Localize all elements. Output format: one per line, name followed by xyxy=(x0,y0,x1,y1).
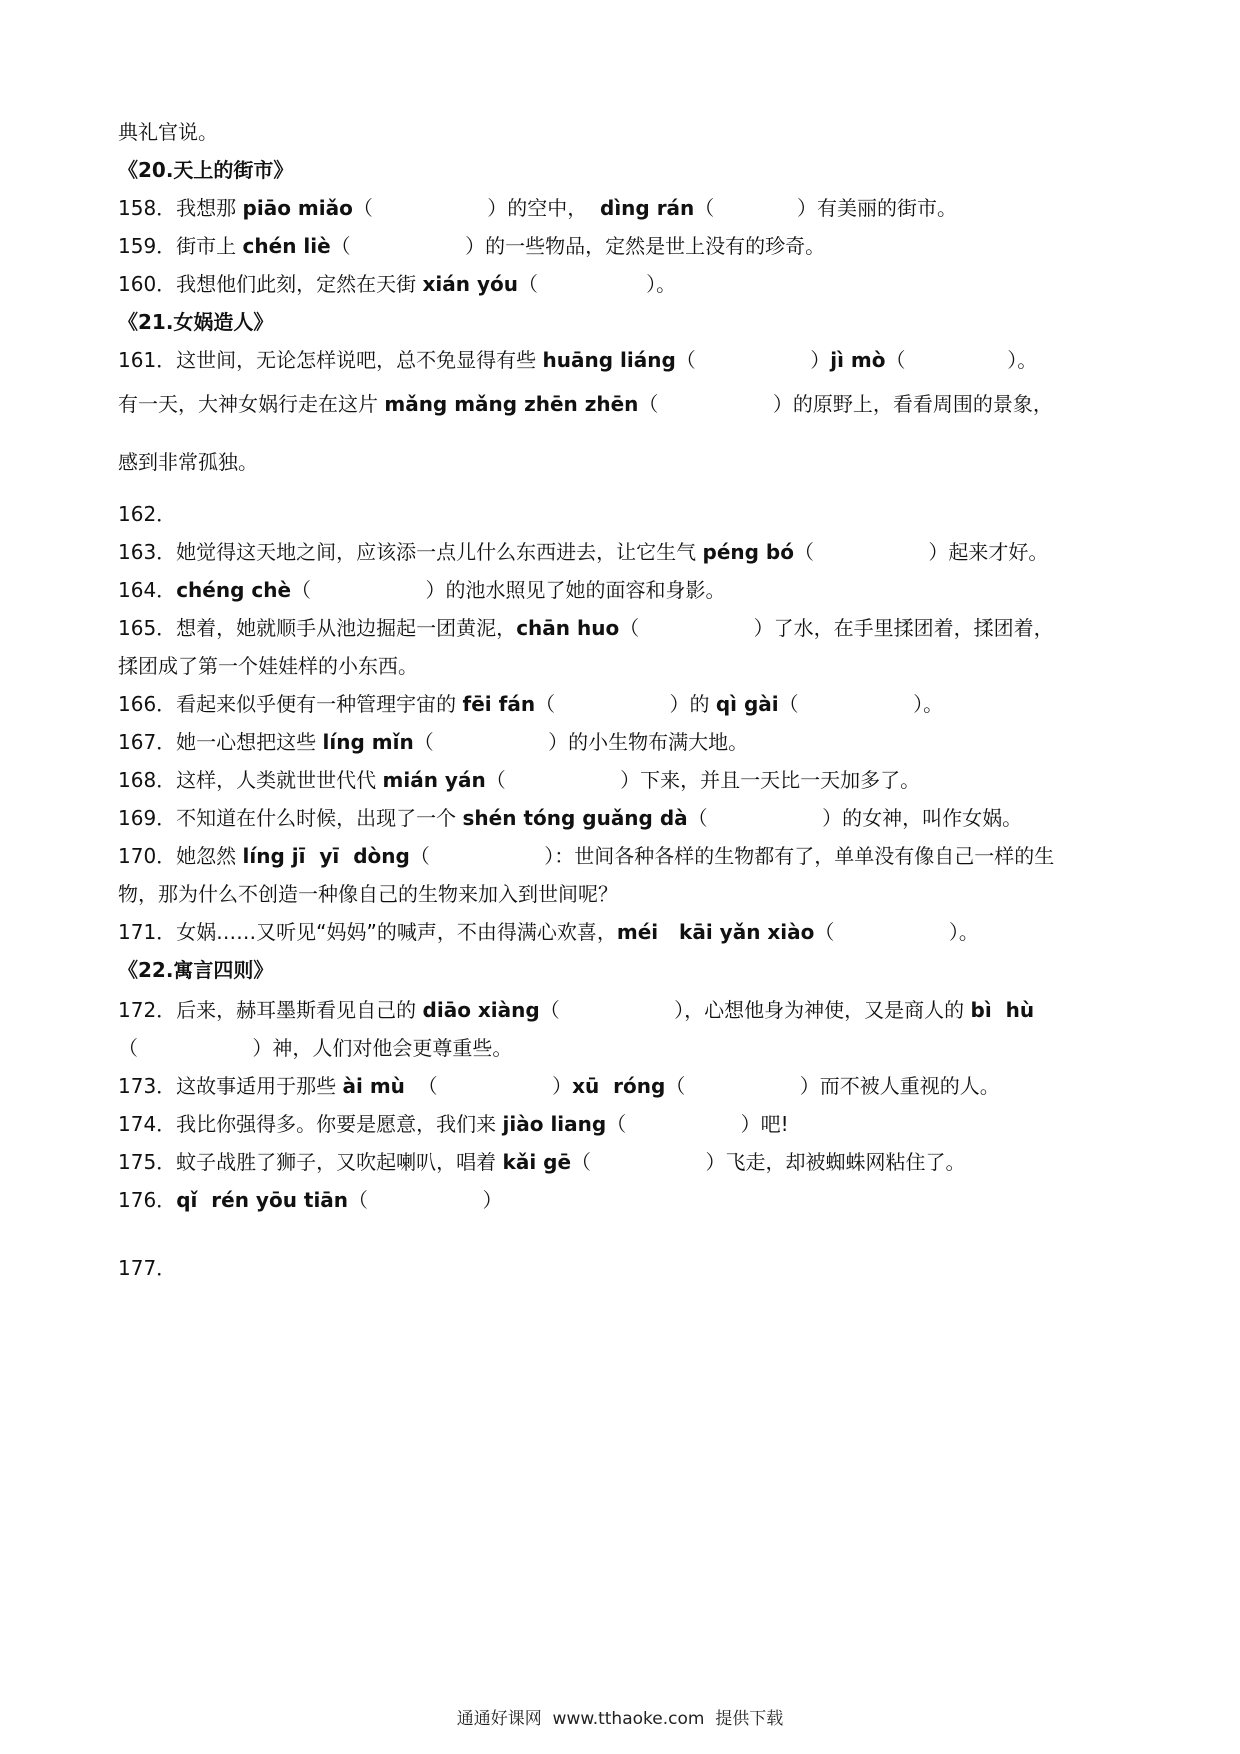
exercise-line xyxy=(118,690,943,718)
pinyin-prompt: xū róng xyxy=(572,1074,666,1098)
pinyin-prompt: péng bó xyxy=(702,540,794,564)
exercise-line xyxy=(118,390,1053,418)
exercise-line xyxy=(118,1148,965,1176)
pinyin-prompt: shén tóng guǎng dà xyxy=(462,806,688,830)
exercise-line xyxy=(118,614,1054,642)
line-text: （ ），心想他身为神使，又是商人的 xyxy=(539,998,971,1022)
line-text: （ ）：世间各种各样的生物都有了，单单没有像自己一样的生 xyxy=(409,844,1055,868)
exercise-line xyxy=(118,728,748,756)
line-text: （ ）的池水照见了她的面容和身影。 xyxy=(291,578,726,602)
exercise-line xyxy=(118,766,920,794)
line-text: （ ）飞走，却被蜘蛛网粘住了。 xyxy=(571,1150,966,1174)
pinyin-prompt: líng mǐn xyxy=(322,730,414,754)
line-text: 176． xyxy=(118,1188,177,1212)
line-text: （ ）的 xyxy=(535,692,716,716)
exercise-line xyxy=(118,996,1034,1024)
line-text: 174．我比你强得多。你要是愿意，我们来 xyxy=(118,1112,503,1136)
exercise-line xyxy=(118,232,825,260)
pinyin-prompt: qì gài xyxy=(715,692,779,716)
pinyin-prompt: jì mò xyxy=(830,348,886,372)
exercise-line: 感到非常孤独。 xyxy=(118,450,258,474)
line-text: 有一天，大神女娲行走在这片 xyxy=(118,392,385,416)
line-text: 160．我想他们此刻，定然在天街 xyxy=(118,272,423,296)
line-text: 158．我想那 xyxy=(118,196,243,220)
line-text: （ ）神，人们对他会更尊重些。 xyxy=(118,1036,513,1060)
line-text: （ ）的小生物布满大地。 xyxy=(413,730,749,754)
line-text: （ ）吧! xyxy=(606,1112,789,1136)
line-text: （ ）的女神，叫作女娲。 xyxy=(687,806,1023,830)
exercise-line xyxy=(118,1034,512,1062)
exercise-line xyxy=(118,1110,789,1138)
line-text: 164． xyxy=(118,578,177,602)
line-text: 166．看起来似乎便有一种管理宇宙的 xyxy=(118,692,463,716)
pinyin-prompt: ài mù xyxy=(342,1074,405,1098)
line-text: （ ）下来，并且一天比一天加多了。 xyxy=(485,768,921,792)
pinyin-prompt: fēi fán xyxy=(462,692,536,716)
line-text: （ ）。 xyxy=(814,920,979,944)
section-heading: 《20.天上的街市》 xyxy=(118,158,294,182)
pinyin-prompt: mián yán xyxy=(382,768,486,792)
exercise-line: 揉团成了第一个娃娃样的小东西。 xyxy=(118,654,418,678)
line-text: （ ） xyxy=(348,1188,503,1212)
line-text: （ ）。 xyxy=(518,272,677,296)
line-text: （ ）而不被人重视的人。 xyxy=(665,1074,1000,1098)
section-heading: 《22.寓言四则》 xyxy=(118,958,274,982)
pinyin-prompt: bì hù xyxy=(970,998,1035,1022)
line-text: 175．蚊子战胜了狮子，又吹起喇叭，唱着 xyxy=(118,1150,503,1174)
line-text: 168．这样，人类就世世代代 xyxy=(118,768,383,792)
exercise-line xyxy=(118,194,957,222)
pinyin-prompt: huāng liáng xyxy=(542,348,676,372)
line-text: 163．她觉得这天地之间，应该添一点儿什么东西进去，让它生气 xyxy=(118,540,703,564)
line-text: 167．她一心想把这些 xyxy=(118,730,323,754)
line-text: 171．女娲……又听见“妈妈”的喊声，不由得满心欢喜， xyxy=(118,920,617,944)
line-text: 161．这世间，无论怎样说吧，总不免显得有些 xyxy=(118,348,543,372)
pinyin-prompt: dìng rán xyxy=(600,196,695,220)
line-text: （ ）有美丽的街市。 xyxy=(694,196,957,220)
pinyin-prompt: kǎi gē xyxy=(502,1150,572,1174)
pinyin-prompt: chéng chè xyxy=(176,578,292,602)
pinyin-prompt: méi kāi yǎn xiào xyxy=(616,920,815,944)
line-text: 169．不知道在什么时候，出现了一个 xyxy=(118,806,463,830)
exercise-line xyxy=(118,804,1022,832)
exercise-line xyxy=(118,538,1048,566)
line-text: （ ）。 xyxy=(885,348,1038,372)
line-text: （ ） xyxy=(404,1074,573,1098)
exercise-line xyxy=(118,918,979,946)
line-text: （ ）的空中， xyxy=(352,196,600,220)
exercise-line: 162． xyxy=(118,502,177,526)
pinyin-prompt: jiào liang xyxy=(502,1112,607,1136)
pinyin-prompt: chén liè xyxy=(242,234,331,258)
exercise-line xyxy=(118,576,725,604)
line-text: （ ）的一些物品，定然是世上没有的珍奇。 xyxy=(330,234,826,258)
pinyin-prompt: líng jī yī dòng xyxy=(242,844,410,868)
line-text: 172．后来，赫耳墨斯看见自己的 xyxy=(118,998,423,1022)
pinyin-prompt: diāo xiàng xyxy=(422,998,540,1022)
pinyin-prompt: chān huo xyxy=(516,616,620,640)
line-text: 173．这故事适用于那些 xyxy=(118,1074,343,1098)
exercise-line xyxy=(118,1072,1000,1100)
exercise-line: 典礼官说。 xyxy=(118,120,218,144)
line-text: （ ） xyxy=(675,348,831,372)
exercise-line: 物，那为什么不创造一种像自己的生物来加入到世间呢？ xyxy=(118,882,618,906)
exercise-line xyxy=(118,346,1037,374)
exercise-line xyxy=(118,842,1054,870)
line-text: 159．街市上 xyxy=(118,234,243,258)
exercise-line xyxy=(118,270,676,298)
line-text: （ ）起来才好。 xyxy=(794,540,1049,564)
line-text: （ ）。 xyxy=(778,692,944,716)
section-heading: 《21.女娲造人》 xyxy=(118,310,274,334)
pinyin-prompt: qǐ rén yōu tiān xyxy=(176,1188,349,1212)
pinyin-prompt: piāo miǎo xyxy=(242,196,353,220)
pinyin-prompt: mǎng mǎng zhēn zhēn xyxy=(384,392,639,416)
pinyin-prompt: xián yóu xyxy=(422,272,518,296)
line-text: 165．想着，她就顺手从池边掘起一团黄泥， xyxy=(118,616,517,640)
exercise-line xyxy=(118,1186,502,1214)
line-text: （ ）的原野上，看看周围的景象， xyxy=(638,392,1053,416)
exercise-line: 177． xyxy=(118,1256,177,1280)
line-text: （ ）了水，在手里揉团着，揉团着， xyxy=(619,616,1054,640)
line-text: 170．她忽然 xyxy=(118,844,243,868)
page-footer: 通通好课网 www.tthaoke.com 提供下载 xyxy=(456,1709,784,1729)
